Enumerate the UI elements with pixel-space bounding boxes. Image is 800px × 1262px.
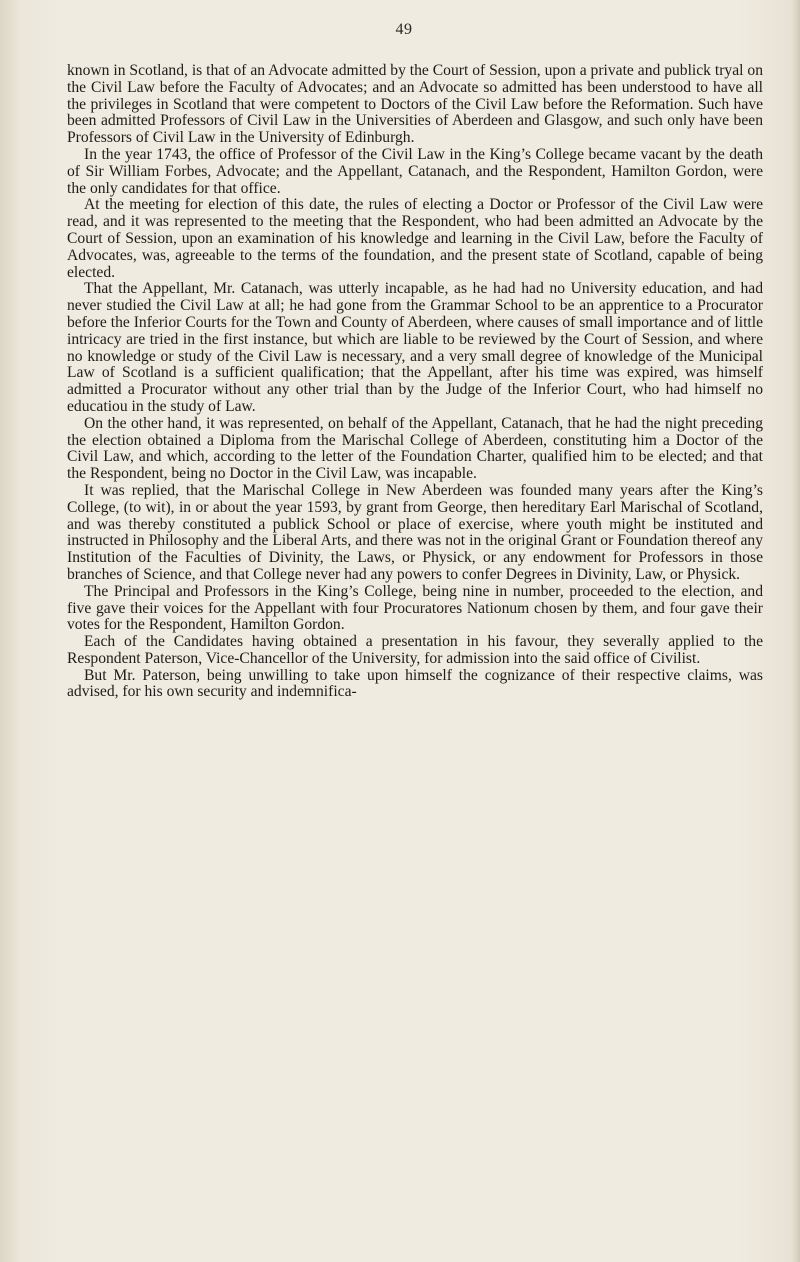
paragraph: The Principal and Professors in the King’s College, being nine in number, proceeded to the election, and five gave their voices for the Appellant with four Procuratores Nationum chosen by them, and four gave their votes for the Respondent, Hamilton Gordon. <box>67 582 763 634</box>
paragraph: Each of the Candidates having obtained a presentation in his favour, they severally applied to the Respondent Paterson, Vice-Chancellor of the University, for admission into the said office of Civilist. <box>67 633 763 667</box>
paragraph: In the year 1743, the office of Professor of the Civil Law in the King’s College became vacant by the death of Sir William Forbes, Advocate; and the Appellant, Catanach, and the Respondent, Hamilton Gordon, were the only candidates for that office. <box>67 145 763 197</box>
paragraph: It was replied, that the Marischal College in New Aberdeen was founded many years after the King’s College, (to wit), in or about the year 1593, by grant from George, then hereditary Earl Marischal of Scotland, and was thereby constituted a publick School or place of exercise, where youth might be instituted and instructed in Philosophy and the Liberal Arts, and there was not in the original Grant or Foundation thereof any Institution of the Faculties of Divinity, the Laws, or Physick, or any endowment for Professors in those branches of Science, and that College never had any powers to confer Degrees in Divinity, Law, or Physick. <box>67 481 763 583</box>
paragraph: That the Appellant, Mr. Catanach, was utterly incapable, as he had had no University education, and had never studied the Civil Law at all; he had gone from the Grammar School to be an apprentice to a Procurator before the Inferior Courts for the Town and County of Aberdeen, where causes of small importance and of little intricacy are tried in the first instance, but which are liable to be reviewed by the Court of Session, and where no knowledge or study of the Civil Law is necessary, and a very small degree of knowledge of the Municipal Law of Scotland is a sufficient qualification; that the Appellant, after his time was expired, was himself admitted a Procurator without any other trial than by the Judge of the Inferior Court, who had himself no educatiou in the study of Law. <box>67 280 763 415</box>
paragraph: At the meeting for election of this date, the rules of electing a Doctor or Professor of the Civil Law were read, and it was represented to the meeting that the Respondent, who had been admitted an Advocate by the Court of Session, upon an examination of his knowledge and learning in the Civil Law, before the Faculty of Advocates, was, agreeable to the terms of the foundation, and the present state of Scotland, capable of being elected. <box>67 196 763 281</box>
page-edge <box>794 0 800 1262</box>
paragraph: But Mr. Paterson, being unwilling to take upon himself the cognizance of their respective claims, was advised, for his own security and indemnifica- <box>67 666 763 701</box>
paragraph: known in Scotland, is that of an Advocate admitted by the Court of Session, upon a private and publick tryal on the Civil Law before the Faculty of Advocates; and an Advocate so admitted has been understood to have all the privileges in Scotland that were competent to Doctors of the Civil Law before the Reformation. Such have been admitted Professors of Civil Law in the Universities of Aberdeen and Glasgow, and such only have been Professors of Civil Law in the University of Edinburgh. <box>67 62 763 147</box>
body-text <box>67 63 763 701</box>
page-number: 49 <box>395 21 413 38</box>
paragraph: On the other hand, it was represented, on behalf of the Appellant, Catanach, that he had the night preceding the election obtained a Diploma from the Marischal College of Aberdeen, constituting him a Doctor of the Civil Law, and which, according to the letter of the Foundation Charter, qualified him to be elected; and that the Respondent, being no Doctor in the Civil Law, was incapable. <box>67 414 763 483</box>
